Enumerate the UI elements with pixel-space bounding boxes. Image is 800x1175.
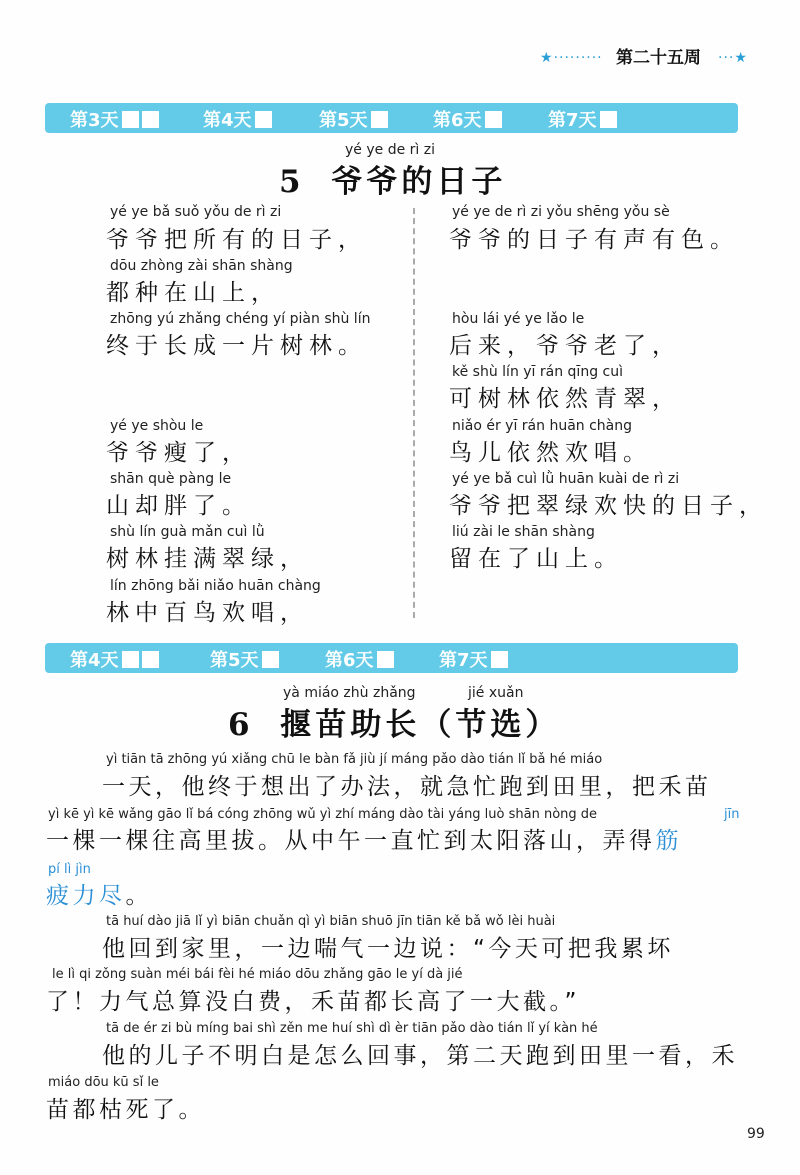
day-label: 第5天 xyxy=(210,646,279,672)
lesson6-title xyxy=(228,699,560,744)
poem-pinyin: yé ye shòu le xyxy=(110,418,204,434)
prose-pinyin: yì tiān tā zhōng yú xiǎng chū le bàn fǎ jiù jí máng pǎo dào tián lǐ bǎ hé miáo xyxy=(106,752,603,767)
prose-pinyin: yì kē yì kē wǎng gāo lǐ bá cóng zhōng wǔ yì zhí máng dào tài yáng luò shān nòng de xyxy=(48,807,598,822)
poem-pinyin: liú zài le shān shàng xyxy=(452,524,595,540)
prose-pinyin: le lì qi zǒng suàn méi bái fèi hé miáo dōu zhǎng gāo le yí dà jié xyxy=(52,967,463,982)
column-divider xyxy=(413,208,415,618)
poem-line: 终于长成一片树林。 xyxy=(106,333,367,359)
check-box[interactable] xyxy=(491,651,508,668)
prose-line: 一棵一棵往高里拔。从中午一直忙到太阳落山，弄得筋 xyxy=(46,828,682,854)
week-title: 第二十五周 xyxy=(616,48,701,68)
poem-line: 都种在山上， xyxy=(106,280,280,306)
poem-line: 林中百鸟欢唱， xyxy=(106,600,309,626)
poem-line: 爷爷瘦了， xyxy=(106,440,251,466)
day-label: 第7天 xyxy=(439,646,508,672)
poem-line: 爷爷把翠绿欢快的日子， xyxy=(449,493,768,519)
check-box[interactable] xyxy=(600,111,617,128)
poem-pinyin: yé ye bǎ cuì lǜ huān kuài de rì zi xyxy=(452,471,680,487)
day-checkin-bar-1 xyxy=(45,103,738,133)
poem-line: 爷爷的日子有声有色。 xyxy=(449,227,739,253)
highlight-word: 筋 xyxy=(655,828,682,854)
prose-pinyin: tā de ér zi bù míng bai shì zěn me huí shì dì èr tiān pǎo dào tián lǐ yí kàn hé xyxy=(106,1021,598,1036)
day-label: 第4天 xyxy=(203,106,272,132)
prose-line: 一天，他终于想出了办法，就急忙跑到田里，把禾苗 xyxy=(102,774,712,800)
poem-line: 爷爷把所有的日子， xyxy=(106,227,367,253)
check-box[interactable] xyxy=(122,651,139,668)
check-box[interactable] xyxy=(262,651,279,668)
poem-pinyin: dōu zhòng zài shān shàng xyxy=(110,258,293,274)
prose-pinyin: tā huí dào jiā lǐ yì biān chuǎn qì yì biān shuō jīn tiān kě bǎ wǒ lèi huài xyxy=(106,914,556,929)
highlight-word: 疲力尽 xyxy=(46,883,126,909)
poem-line: 可树林依然青翠， xyxy=(449,386,681,412)
prose-pinyin-highlight: pí lì jìn xyxy=(48,862,91,877)
prose-line: 苗都枯死了。 xyxy=(46,1097,205,1123)
poem-pinyin: lín zhōng bǎi niǎo huān chàng xyxy=(110,578,321,594)
poem-pinyin: shān què pàng le xyxy=(110,471,232,487)
poem-pinyin: kě shù lín yī rán qīng cuì xyxy=(452,364,623,380)
poem-pinyin: hòu lái yé ye lǎo le xyxy=(452,311,585,327)
poem-line: 山却胖了。 xyxy=(106,493,251,519)
page-number: 99 xyxy=(747,1126,765,1142)
day-label: 第3天 xyxy=(70,106,159,132)
lesson6-title-pinyin-suffix: jié xuǎn xyxy=(468,685,524,701)
day-label: 第6天 xyxy=(433,106,502,132)
check-box[interactable] xyxy=(377,651,394,668)
day-label: 第5天 xyxy=(319,106,388,132)
lesson-title-text: 揠苗助长（节选） xyxy=(280,707,561,743)
day-label: 第4天 xyxy=(70,646,159,672)
day-label: 第7天 xyxy=(548,106,617,132)
lesson-number: 5 xyxy=(279,164,305,200)
poem-pinyin: shù lín guà mǎn cuì lǜ xyxy=(110,524,265,540)
poem-pinyin: yé ye bǎ suǒ yǒu de rì zi xyxy=(110,204,282,220)
prose-line: 疲力尽。 xyxy=(46,883,152,909)
day-label: 第6天 xyxy=(325,646,394,672)
lesson-number: 6 xyxy=(228,707,254,743)
day-checkin-bar-2 xyxy=(45,643,738,673)
poem-line: 后来，爷爷老了， xyxy=(449,333,681,359)
poem-pinyin: zhōng yú zhǎng chéng yí piàn shù lín xyxy=(110,311,371,327)
lesson6-title-pinyin: yà miáo zhù zhǎng xyxy=(283,685,416,701)
lesson-title-text: 爷爷的日子 xyxy=(331,164,507,200)
poem-pinyin: yé ye de rì zi yǒu shēng yǒu sè xyxy=(452,204,670,220)
prose-pinyin: miáo dōu kū sǐ le xyxy=(48,1075,159,1090)
prose-line: 了！力气总算没白费，禾苗都长高了一大截。” xyxy=(46,989,580,1015)
lesson5-title xyxy=(279,156,506,201)
check-box[interactable] xyxy=(255,111,272,128)
poem-line: 鸟儿依然欢唱。 xyxy=(449,440,652,466)
lesson5-title-pinyin: yé ye de rì zi xyxy=(345,142,435,158)
check-box[interactable] xyxy=(142,651,159,668)
prose-line: 他的儿子不明白是怎么回事，第二天跑到田里一看，禾 xyxy=(102,1043,738,1069)
left-star-dots-decoration: ★········· xyxy=(540,50,603,66)
right-star-dots-decoration: ···★ xyxy=(718,50,748,66)
check-box[interactable] xyxy=(485,111,502,128)
check-box[interactable] xyxy=(371,111,388,128)
prose-line: 他回到家里，一边喘气一边说：“今天可把我累坏 xyxy=(102,936,674,962)
poem-pinyin: niǎo ér yī rán huān chàng xyxy=(452,418,633,434)
poem-line: 树林挂满翠绿， xyxy=(106,546,309,572)
check-box[interactable] xyxy=(122,111,139,128)
prose-pinyin-highlight: jīn xyxy=(724,807,740,822)
check-box[interactable] xyxy=(142,111,159,128)
poem-line: 留在了山上。 xyxy=(449,546,623,572)
